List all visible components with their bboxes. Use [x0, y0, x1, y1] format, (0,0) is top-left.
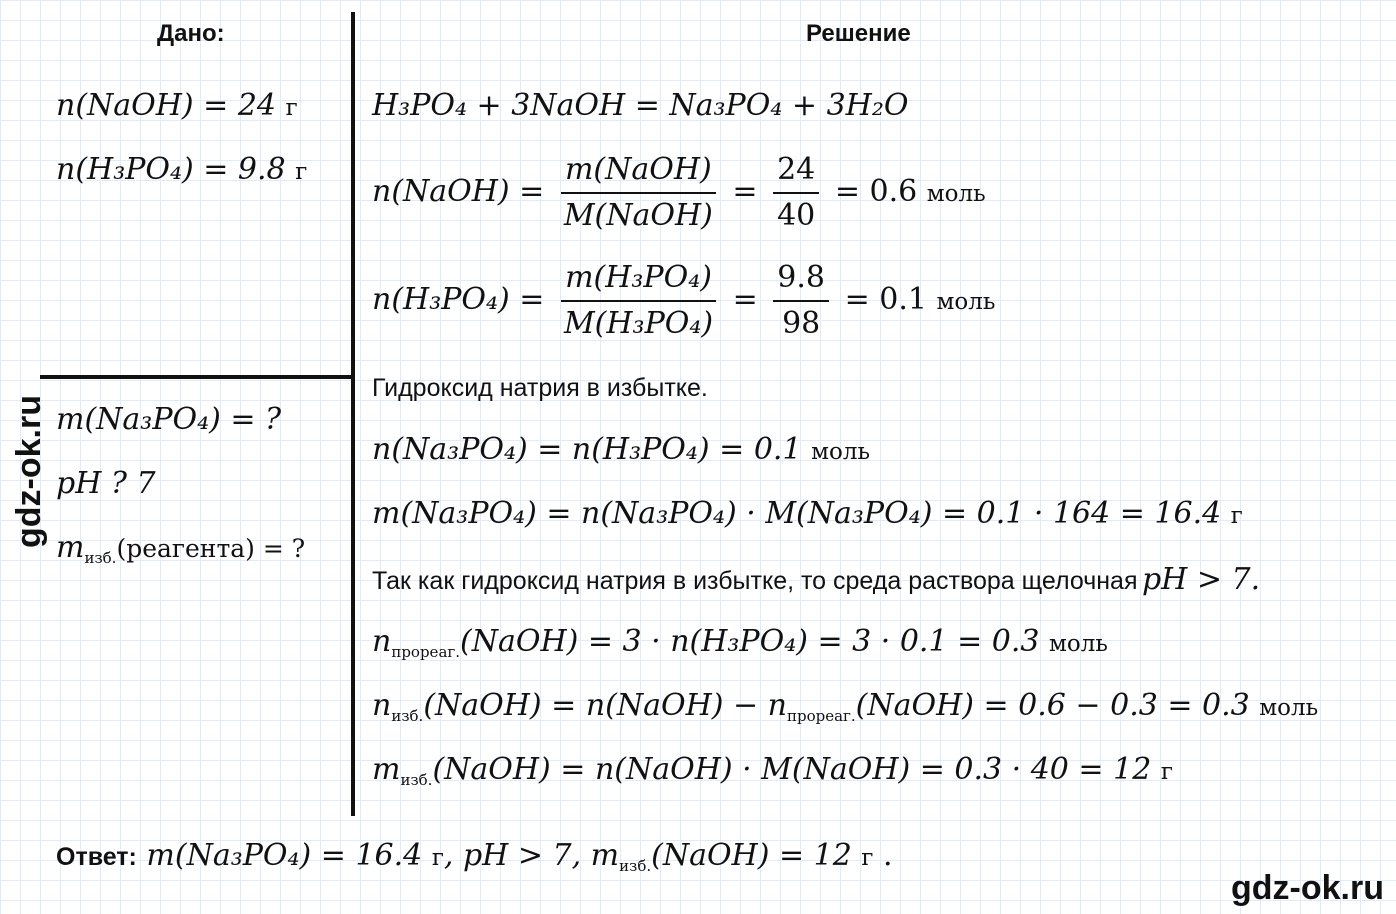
fraction-values: $\frac{9.8}{98}$ — [773, 258, 829, 344]
text-alkaline: Так как гидроксид натрия в избытке, то среда раствора щелочная pH > 7. — [372, 562, 1261, 597]
m-excess-calc: $m_{изб.}(NaOH)$ = n(NaOH) · M(NaOH) = 0.3 · 40 = 12 г — [372, 752, 1173, 789]
fraction-mass-molar: $\frac{\text{m(H₃PO₄)}}{\text{M(H₃PO₄)}}$ — [560, 258, 717, 344]
watermark-side: gdz-ok.ru — [10, 395, 48, 548]
n-naoh-calc: n(NaOH) = $\frac{\text{m(NaOH)}}{\text{M(NaOH)}}$ = $\frac{24}{40}$ = 0.6 моль — [372, 150, 986, 236]
find-line-3: $m_{изб.}(реагента)$ = ? — [56, 530, 306, 567]
watermark-bottom: gdz-ok.ru — [1231, 869, 1384, 907]
n-h3po4-calc: n(H₃PO₄) = $\frac{\text{m(H₃PO₄)}}{\text{M(H₃PO₄)}}$ = $\frac{9.8}{98}$ = 0.1 моль — [372, 258, 995, 344]
vertical-divider — [351, 12, 355, 816]
n-na3po4-calc: n(Na₃PO₄) = n(H₃PO₄) = 0.1 моль — [372, 432, 870, 467]
fraction-mass-molar: $\frac{\text{m(NaOH)}}{\text{M(NaOH)}}$ — [560, 150, 717, 236]
n-reacted-calc: $n_{прореаг.}(NaOH) = 3 \cdot n(H_3PO_4) = 3 \cdot 0.1 = 0.3$ моль — [372, 624, 1108, 661]
solution-header: Решение — [806, 20, 911, 47]
text-excess: Гидроксид натрия в избытке. — [372, 374, 708, 402]
fraction-values: $\frac{24}{40}$ — [773, 150, 819, 236]
answer-line: Ответ: m(Na₃PO₄) = 16.4 г, pH > 7, $m_{изб.}(NaOH) = 12$ г . — [56, 838, 893, 875]
given-line-2: n(H₃PO₄) = 9.8 г — [56, 152, 308, 187]
answer-label: Ответ: — [56, 843, 137, 871]
find-line-1: m(Na₃PO₄) = ? — [56, 402, 282, 437]
horizontal-divider — [40, 375, 353, 379]
m-na3po4-calc: m(Na₃PO₄) = n(Na₃PO₄) · M(Na₃PO₄) = 0.1 · 164 = 16.4 г — [372, 496, 1243, 531]
reaction-equation: H₃PO₄ + 3NaOH = Na₃PO₄ + 3H₂O — [372, 88, 909, 123]
given-header: Дано: — [157, 20, 225, 47]
given-line-1: n(NaOH) = 24 г — [56, 88, 298, 123]
n-excess-calc: $n_{изб.}(NaOH)$ = n(NaOH) − $n_{прореаг.}(NaOH) = 0.6 - 0.3 = 0.3$ моль — [372, 688, 1319, 725]
find-line-2: pH ? 7 — [56, 466, 156, 501]
